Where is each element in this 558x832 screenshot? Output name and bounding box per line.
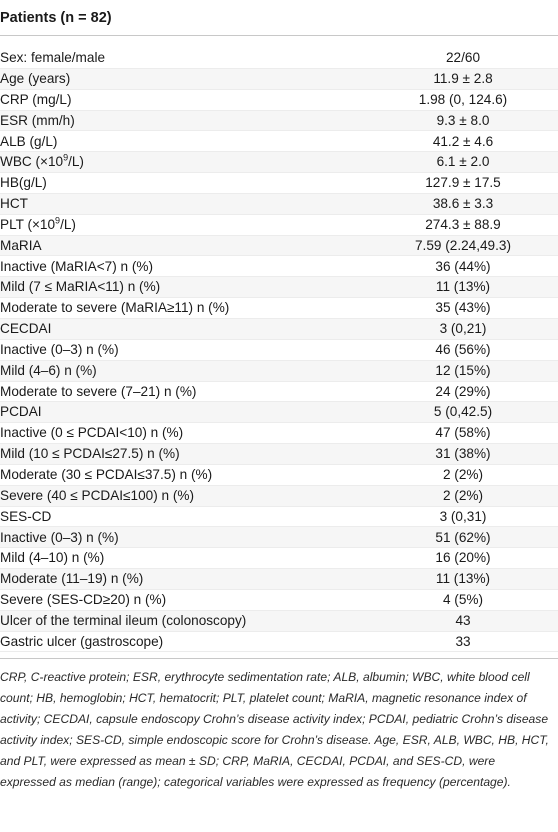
row-value: 9.3 ± 8.0 <box>436 112 490 128</box>
table-row <box>0 382 558 403</box>
table-row <box>0 444 558 465</box>
row-label: Inactive (0 ≤ PCDAI<10) n (%) <box>0 425 184 441</box>
row-label-superscript: 9 <box>55 215 61 226</box>
table-row <box>0 152 558 173</box>
row-label: CECDAI <box>0 321 52 337</box>
row-label: ALB (g/L) <box>0 133 58 149</box>
row-value: 31 (38%) <box>435 446 491 462</box>
row-value: 1.98 (0, 124.6) <box>418 91 508 107</box>
row-label: Severe (40 ≤ PCDAI≤100) n (%) <box>0 487 194 503</box>
table-row <box>0 548 558 569</box>
row-label-pre: WBC (×10 <box>0 154 64 170</box>
table-row <box>0 319 558 340</box>
table-row <box>0 131 558 152</box>
row-value: 4 (5%) <box>442 592 484 608</box>
row-value: 6.1 ± 2.0 <box>436 154 490 170</box>
table-row <box>0 465 558 486</box>
row-label: Moderate (11–19) n (%) <box>0 571 144 587</box>
row-value: 47 (58%) <box>435 425 491 441</box>
table-row <box>0 361 558 382</box>
row-label: Severe (SES-CD≥20) n (%) <box>0 592 167 608</box>
table-row <box>0 90 558 111</box>
table-row <box>0 173 558 194</box>
row-label: HB(g/L) <box>0 175 47 191</box>
row-label: Moderate to severe (7–21) n (%) <box>0 383 197 399</box>
row-label: SES-CD <box>0 508 52 524</box>
table-row <box>0 111 558 132</box>
table-row <box>0 298 558 319</box>
row-label: MaRIA <box>0 237 42 253</box>
row-label: HCT <box>0 196 28 212</box>
row-label: Inactive (0–3) n (%) <box>0 529 119 545</box>
row-value: 46 (56%) <box>435 341 491 357</box>
table-row <box>0 611 558 632</box>
row-value: 43 <box>455 612 471 628</box>
row-label: ESR (mm/h) <box>0 112 75 128</box>
table-header <box>0 0 558 36</box>
table-row <box>0 402 558 423</box>
row-value: 12 (15%) <box>435 362 491 378</box>
row-value: 2 (2%) <box>442 467 484 482</box>
table-row <box>0 340 558 361</box>
row-value: 33 <box>455 633 471 649</box>
table-row <box>0 590 558 611</box>
row-value: 2 (2%) <box>442 487 484 503</box>
table-row <box>0 215 558 236</box>
row-label: Gastric ulcer (gastroscope) <box>0 633 164 649</box>
row-label: PCDAI <box>0 404 42 420</box>
table-row <box>0 194 558 215</box>
table-row <box>0 569 558 590</box>
row-label-superscript: 9 <box>63 152 69 163</box>
row-label-post: /L) <box>60 216 76 232</box>
row-value: 11.9 ± 2.8 <box>433 70 493 86</box>
table-row <box>0 632 558 653</box>
row-label: Inactive (0–3) n (%) <box>0 341 119 357</box>
row-label <box>0 152 368 170</box>
row-value: 274.3 ± 88.9 <box>425 216 501 232</box>
table-row <box>0 423 558 444</box>
row-label: Sex: female/male <box>0 50 106 66</box>
row-value: 35 (43%) <box>435 300 491 316</box>
row-value: 3 (0,21) <box>439 321 487 337</box>
row-label: Inactive (MaRIA<7) n (%) <box>0 258 153 274</box>
row-label: Moderate to severe (MaRIA≥11) n (%) <box>0 300 230 316</box>
table-footnote: CRP, C-reactive protein; ESR, erythrocyte sedimentation rate; ALB, albumin; WBC, white blood cell count; HB, hemoglobin; HCT, hematocrit; PLT, platelet count; MaRIA, magnetic resonance index of activity; CECDAI, capsule endoscopy Crohn’s disease activity index; PCDAI, pediatric Crohn’s disease activity index; SES-CD, simple endoscopic score for Crohn’s disease. Age, ESR, ALB, WBC, HB, HCT, and PLT, were expressed as mean ± SD; CRP, MaRIA, CECDAI, PCDAI, and SES-CD, were expressed as median (range); categorical variables were expressed as frequency (percentage). <box>0 670 549 789</box>
row-value: 3 (0,31) <box>439 508 487 524</box>
row-value: 38.6 ± 3.3 <box>432 196 494 212</box>
row-label: Moderate (30 ≤ PCDAI≤37.5) n (%) <box>0 467 213 482</box>
row-label: Mild (10 ≤ PCDAI≤27.5) n (%) <box>0 446 180 462</box>
table-header-label: Patients (n = 82) <box>0 9 112 26</box>
row-label-pre: PLT (×10 <box>0 216 56 232</box>
row-value: 51 (62%) <box>435 529 491 545</box>
row-label: Mild (7 ≤ MaRIA<11) n (%) <box>0 279 161 295</box>
table-row <box>0 236 558 257</box>
row-label-post: /L) <box>68 154 84 170</box>
row-label <box>0 215 368 232</box>
table-row <box>0 277 558 298</box>
row-value: 41.2 ± 4.6 <box>432 133 494 149</box>
table-row <box>0 527 558 548</box>
row-value: 11 (13%) <box>435 279 491 295</box>
row-label: Mild (4–6) n (%) <box>0 362 97 378</box>
row-value: 36 (44%) <box>435 258 491 274</box>
table-row <box>0 486 558 507</box>
row-value: 5 (0,42.5) <box>433 404 493 420</box>
row-value: 16 (20%) <box>435 550 491 566</box>
table-row <box>0 69 558 90</box>
row-label: Age (years) <box>0 70 71 86</box>
table-row <box>0 48 558 69</box>
row-value: 127.9 ± 17.5 <box>425 175 501 191</box>
table-body <box>0 48 558 652</box>
row-value: 7.59 (2.24,49.3) <box>415 237 511 253</box>
row-label: Ulcer of the terminal ileum (colonoscopy) <box>0 612 247 628</box>
row-label: Mild (4–10) n (%) <box>0 550 105 566</box>
row-label: CRP (mg/L) <box>0 91 72 107</box>
table-row <box>0 507 558 528</box>
table-row <box>0 256 558 277</box>
row-value: 24 (29%) <box>435 383 491 399</box>
row-value: 11 (13%) <box>435 571 491 587</box>
row-value: 22/60 <box>445 50 481 66</box>
